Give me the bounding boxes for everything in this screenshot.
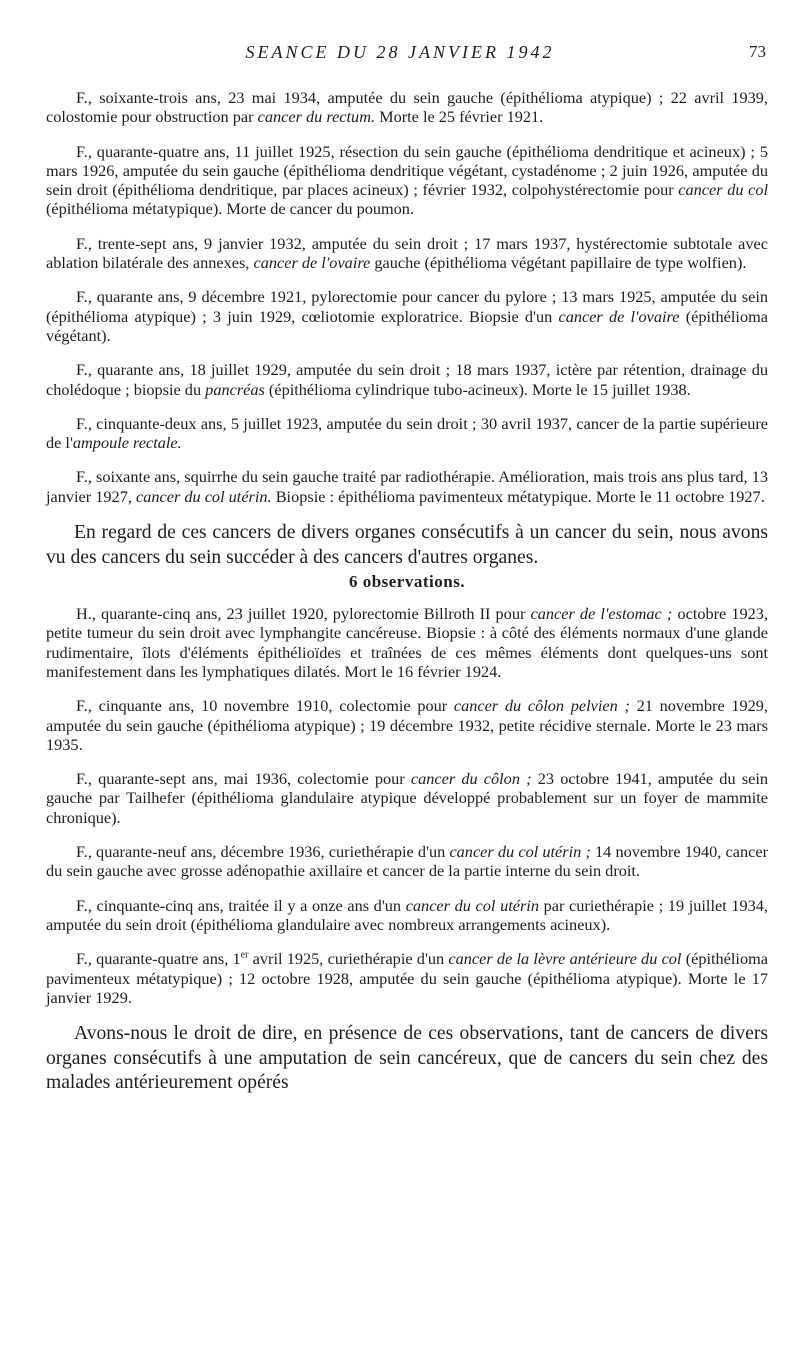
observation-3: F., trente-sept ans, 9 janvier 1932, amputée du sein droit ; 17 mars 1937, hystérectomie subtotale avec ablation bilatérale des annexes, cancer de l'ovaire gauche (épithélioma végétant papillaire de type wolfien). xyxy=(46,233,768,273)
observation-2: F., quarante-quatre ans, 11 juillet 1925, résection du sein gauche (épithélioma dendritique et acineux) ; 5 mars 1926, amputée du sein gauche (épithélioma dendritique végétant, cystadénome ; 2 juin 1926, amputée du sein droit (épithélioma dendritique, par places acineux) ; février 1932, colpohystérectomie pour cancer du col (épithélioma métatypique). Morte de cancer du poumon. xyxy=(46,141,769,219)
section-heading: 6 observations. xyxy=(348,572,466,592)
observation-5: F., quarante ans, 18 juillet 1929, amputée du sein droit ; 18 mars 1937, ictère par rétention, drainage du cholédoque ; biopsie du pancréas (épithélioma cylindrique tubo-acineux). Morte le 15 juillet 1938. xyxy=(46,360,768,399)
page-header xyxy=(0,38,800,68)
observation-10: F., quarante-sept ans, mai 1936, colectomie pour cancer du côlon ; 23 octobre 1941, amputée du sein gauche par Tailhefer (épithélioma glandulaire atypique développé probablement sur un foyer de mammite chronique). xyxy=(46,769,768,827)
running-title: SEANCE DU 28 JANVIER 1942 xyxy=(245,42,555,62)
page-body xyxy=(46,88,768,1096)
observation-11: F., quarante-neuf ans, décembre 1936, curiethérapie d'un cancer du col utérin ; 14 novembre 1940, cancer du sein gauche avec grosse adénopathie axillaire et cancer de la partie interne du sein droit. xyxy=(46,842,769,881)
closing-paragraph: Avons-nous le droit de dire, en présence de ces observations, tant de cancers de divers organes consécutifs à une amputation de sein cancéreux, que de cancers du sein chez des malades antérieurement opérés xyxy=(46,1023,768,1094)
observation-4: F., quarante ans, 9 décembre 1921, pylorectomie pour cancer du pylore ; 13 mars 1925, amputée du sein (épithélioma atypique) ; 3 juin 1929, cœliotomie exploratrice. Biopsie d'un cancer de l'ovaire (épithélioma végétant). xyxy=(46,287,768,345)
observation-7: F., soixante ans, squirrhe du sein gauche traité par radiothérapie. Amélioration, mais trois ans plus tard, 13 janvier 1927, cancer du col utérin. Biopsie : épithélioma pavimenteux métatypique. Morte le 11 octobre 1927. xyxy=(46,467,768,506)
observation-13: F., quarante-quatre ans, 1er avril 1925, curiethérapie d'un cancer de la lèvre antérieure du col (épithélioma pavimenteux métatypique) ; 12 octobre 1928, amputée du sein gauche (épithélioma atypique). Morte le 17 janvier 1929. xyxy=(46,949,768,1007)
page-number: 73 xyxy=(749,42,766,61)
observation-9: F., cinquante ans, 10 novembre 1910, colectomie pour cancer du côlon pelvien ; 21 novembre 1929, amputée du sein gauche (épithélioma atypique) ; 19 décembre 1932, petite récidive sternale. Morte le 23 mars 1935. xyxy=(46,696,769,754)
observation-1: F., soixante-trois ans, 23 mai 1934, amputée du sein gauche (épithélioma atypique) ; 22 avril 1939, colostomie pour obstruction par cancer du rectum. Morte le 25 février 1921. xyxy=(46,88,768,127)
observation-8: H., quarante-cinq ans, 23 juillet 1920, pylorectomie Billroth II pour cancer de l'estomac ; octobre 1923, petite tumeur du sein droit avec lymphangite cancéreuse. Biopsie : à côté des éléments normaux d'une glande rudimentaire, îlots d'éléments épithélioïdes et traînées de ces mêmes éléments dont quelques-uns sont manifestement dans les lymphatiques dilatés. Mort le 16 février 1924. xyxy=(46,604,769,681)
observation-12: F., cinquante-cinq ans, traitée il y a onze ans d'un cancer du col utérin par curiethérapie ; 19 juillet 1934, amputée du sein droit (épithélioma glandulaire avec nombreux arrangements acineux). xyxy=(46,895,768,934)
observation-6: F., cinquante-deux ans, 5 juillet 1923, amputée du sein droit ; 30 avril 1937, cancer de la partie supérieure de l'ampoule rectale. xyxy=(46,413,768,453)
intro-paragraph: En regard de ces cancers de divers organes consécutifs à un cancer du sein, nous avons vu des cancers du sein succéder à des cancers d'autres organes. xyxy=(46,522,768,568)
